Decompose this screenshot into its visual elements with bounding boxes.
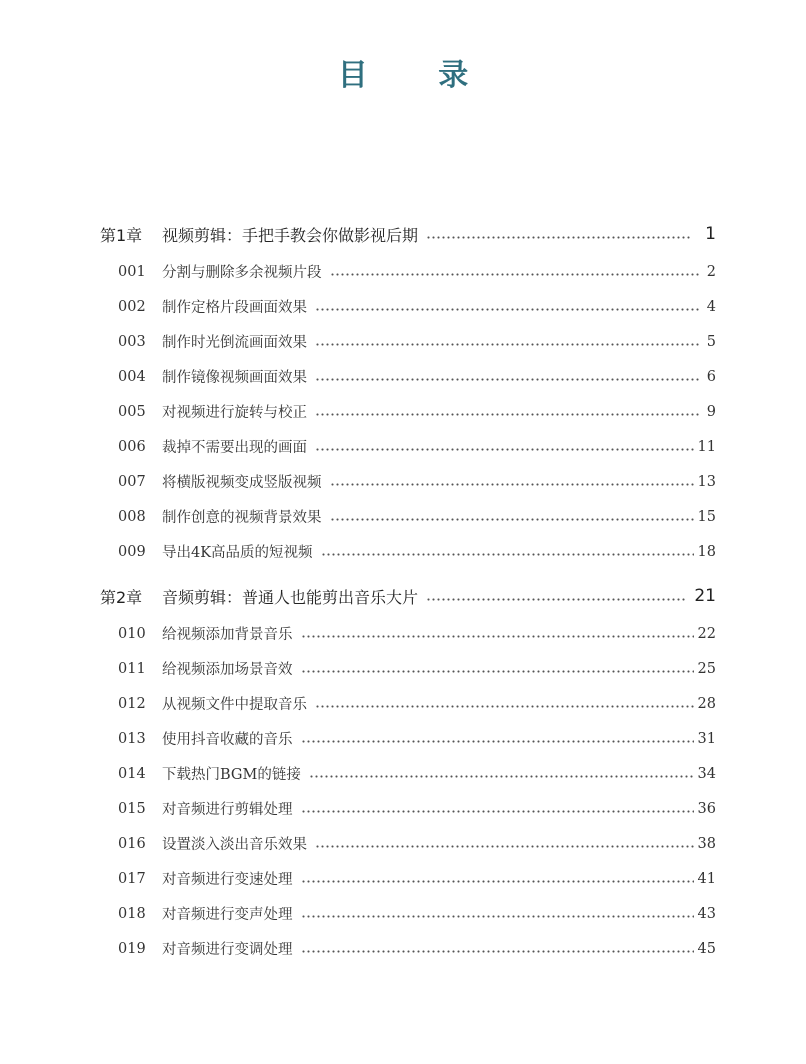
toc-entry[interactable]: [100, 464, 716, 499]
chapter-number: 第1章: [100, 225, 143, 245]
entry-title: 使用抖音收藏的音乐: [162, 732, 293, 748]
entry-number: 013: [118, 730, 146, 747]
entry-title: 将横版视频变成竖版视频: [162, 475, 322, 491]
entry-title: 对音频进行变声处理: [162, 907, 293, 923]
entry-number: 003: [118, 333, 146, 350]
entry-page-number: 11: [697, 438, 716, 455]
dot-leader: [309, 775, 694, 778]
toc-entry[interactable]: [100, 289, 716, 324]
chapter-heading[interactable]: [100, 576, 716, 616]
entry-number: 019: [118, 940, 146, 957]
entry-page-number: 38: [697, 835, 716, 852]
toc-entry[interactable]: [100, 686, 716, 721]
entry-number: 006: [118, 438, 146, 455]
chapter-title: 视频剪辑：手把手教会你做影视后期: [162, 225, 419, 245]
dot-leader: [301, 915, 694, 918]
entry-page-number: 6: [706, 368, 716, 385]
dot-leader: [301, 950, 694, 953]
entry-number: 009: [118, 543, 146, 560]
entry-number: 001: [118, 263, 146, 280]
toc-entry[interactable]: [100, 534, 716, 569]
table-of-contents: [100, 214, 716, 966]
entry-title: 下载热门BGM的链接: [162, 767, 301, 783]
entry-title: 制作时光倒流画面效果: [162, 335, 307, 351]
dot-leader: [321, 553, 694, 556]
chapter-title: 音频剪辑：普通人也能剪出音乐大片: [162, 587, 419, 607]
toc-entry[interactable]: [100, 791, 716, 826]
entry-number: 004: [118, 368, 146, 385]
entry-title: 对音频进行变调处理: [162, 942, 293, 958]
dot-leader: [315, 343, 700, 346]
entry-number: 007: [118, 473, 146, 490]
toc-entry[interactable]: [100, 721, 716, 756]
entry-number: 018: [118, 905, 146, 922]
entry-page-number: 28: [697, 695, 716, 712]
toc-entry[interactable]: [100, 616, 716, 651]
entry-page-number: 5: [706, 333, 716, 350]
entry-title: 制作镜像视频画面效果: [162, 370, 307, 386]
dot-leader: [301, 740, 694, 743]
entry-page-number: 15: [697, 508, 716, 525]
entry-title: 分割与删除多余视频片段: [162, 265, 322, 281]
entry-number: 002: [118, 298, 146, 315]
dot-leader: [426, 598, 686, 601]
entry-title: 设置淡入淡出音乐效果: [162, 837, 307, 853]
entry-title: 裁掉不需要出现的画面: [162, 440, 307, 456]
dot-leader: [315, 845, 694, 848]
entry-number: 005: [118, 403, 146, 420]
entry-number: 011: [118, 660, 146, 677]
toc-entry[interactable]: [100, 254, 716, 289]
entry-title: 给视频添加场景音效: [162, 662, 293, 678]
entry-title: 对音频进行变速处理: [162, 872, 293, 888]
entry-page-number: 2: [706, 263, 716, 280]
toc-entry[interactable]: [100, 931, 716, 966]
toc-entry[interactable]: [100, 394, 716, 429]
dot-leader: [315, 378, 700, 381]
dot-leader: [315, 413, 700, 416]
toc-entry[interactable]: [100, 651, 716, 686]
entry-title: 给视频添加背景音乐: [162, 627, 293, 643]
dot-leader: [330, 518, 694, 521]
entry-number: 016: [118, 835, 146, 852]
entry-page-number: 36: [697, 800, 716, 817]
dot-leader: [330, 483, 694, 486]
entry-title: 对视频进行旋转与校正: [162, 405, 307, 421]
entry-title: 从视频文件中提取音乐: [162, 697, 307, 713]
entry-number: 010: [118, 625, 146, 642]
entry-number: 015: [118, 800, 146, 817]
toc-entry[interactable]: [100, 499, 716, 534]
entry-page-number: 43: [697, 905, 716, 922]
toc-entry[interactable]: [100, 826, 716, 861]
dot-leader: [301, 635, 694, 638]
chapter-page-number: 21: [694, 586, 716, 606]
entry-page-number: 25: [697, 660, 716, 677]
toc-entry[interactable]: [100, 861, 716, 896]
entry-page-number: 13: [697, 473, 716, 490]
entry-title: 制作创意的视频背景效果: [162, 510, 322, 526]
entry-title: 制作定格片段画面效果: [162, 300, 307, 316]
chapter-heading[interactable]: [100, 214, 716, 254]
entry-number: 017: [118, 870, 146, 887]
dot-leader: [301, 810, 694, 813]
chapter-page-number: 1: [705, 224, 716, 244]
entry-number: 008: [118, 508, 146, 525]
dot-leader: [315, 448, 694, 451]
entry-number: 012: [118, 695, 146, 712]
toc-entry[interactable]: [100, 896, 716, 931]
entry-page-number: 31: [697, 730, 716, 747]
toc-entry[interactable]: [100, 324, 716, 359]
dot-leader: [315, 705, 694, 708]
entry-page-number: 4: [706, 298, 716, 315]
dot-leader: [301, 880, 694, 883]
page-title: 目 录: [337, 58, 499, 93]
toc-entry[interactable]: [100, 429, 716, 464]
entry-title: 导出4K高品质的短视频: [162, 545, 313, 561]
entry-number: 014: [118, 765, 146, 782]
entry-page-number: 41: [697, 870, 716, 887]
toc-entry[interactable]: [100, 359, 716, 394]
dot-leader: [315, 308, 700, 311]
dot-leader: [426, 236, 692, 239]
dot-leader: [330, 273, 701, 276]
toc-entry[interactable]: [100, 756, 716, 791]
entry-page-number: 18: [697, 543, 716, 560]
entry-page-number: 9: [706, 403, 716, 420]
chapter-number: 第2章: [100, 587, 143, 607]
entry-page-number: 45: [697, 940, 716, 957]
entry-title: 对音频进行剪辑处理: [162, 802, 293, 818]
entry-page-number: 34: [697, 765, 716, 782]
entry-page-number: 22: [697, 625, 716, 642]
dot-leader: [301, 670, 694, 673]
